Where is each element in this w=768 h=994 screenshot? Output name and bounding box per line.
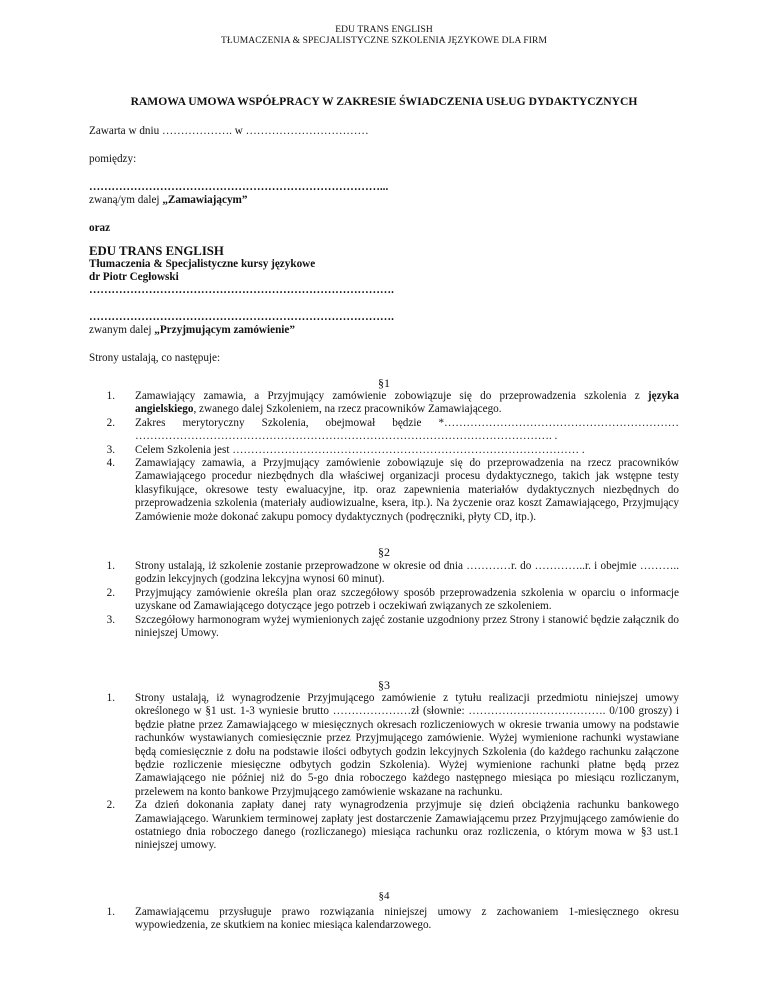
list-item [89, 457, 679, 524]
item-number: 2. [106, 416, 115, 429]
section-3-heading: §3 [378, 678, 390, 692]
list-item [89, 417, 679, 444]
item-number: 1. [106, 560, 115, 572]
list-item [89, 614, 679, 641]
list-item [89, 587, 679, 614]
item-number: 3. [106, 613, 115, 626]
section-2-list [89, 560, 679, 640]
party1-placeholder: ……………………………………………………………………... [89, 181, 389, 193]
list-item [89, 906, 679, 933]
item-number: 2. [106, 586, 115, 599]
company-line3: dr Piotr Cegłowski [89, 271, 179, 283]
item-text: Za dzień dokonania zapłaty danej raty wynagrodzenia przyjmuje się dzień obciążenia rachunku bankowego Zamawiającego. Warunkiem terminowej zapłaty jest dostarczenie Zamawiającemu przez Przyjmującego zamówienie do ostatniego dnia roboczego danego (rozliczanego) miesiąca rachunku oraz rozliczenia, o którym mowa w §3 ust.1 niniejszej umowy. [135, 799, 679, 852]
list-item [89, 444, 679, 457]
letterhead-company: EDU TRANS ENGLISH [335, 25, 433, 35]
called2-name: „Przyjmującym zamówienie” [154, 324, 295, 336]
party2-dots: ………………………………………………………………………. [89, 311, 394, 323]
item-text: Zakres merytoryczny Szkolenia, obejmował będzie *……………………………………………………… …………………………………………………………………………………………………. . [135, 416, 679, 443]
concluded-line: Zawarta w dniu ………………. w …………………………… [89, 125, 369, 137]
item-text: Zamawiający zamawia, a Przyjmujący zamówienie zobowiązuje się do przeprowadzenia szkolenia z [135, 390, 648, 402]
item-number: 4. [106, 457, 115, 470]
item-number: 3. [106, 443, 115, 456]
party2-called [89, 323, 679, 337]
party1-called [89, 193, 679, 207]
item-text: Strony ustalają, iż szkolenie zostanie przeprowadzone w okresie od dnia …………r. do …………..r. i obejmie ……….. godzin lekcyjnych (godzina lekcyjna wynosi 60 minut). [135, 560, 679, 586]
item-number: 1. [106, 692, 115, 704]
section-1-heading: §1 [378, 376, 390, 390]
list-item [89, 560, 679, 587]
and-label: oraz [89, 222, 111, 234]
company-name: EDU TRANS ENGLISH [89, 244, 224, 258]
list-item [89, 390, 679, 417]
item-text: Zamawiający zamawia, a Przyjmujący zamówienie zobowiązuje się do przeprowadzenia na rzecz pracowników Zamawiającego procedur niezbędnych dla właściwej organizacji procesu dydaktycznego, takich jak wstępne testy klasyfikujące, okresowe testy ewaluacyjne, itp. oraz zapewnienia materiałów dydaktycznych niezbędnych do przeprowadzenia szkolenia (materiały audiowizualne, ksera, itp.). Na życzenie oraz koszt Zamawiającego, Przyjmujący Zamówienie może dokonać zakupu pomocy dydaktycznych (podręczniki, płyty CD, itp.). [135, 457, 679, 523]
list-item [89, 799, 679, 853]
section-3-list [89, 692, 679, 853]
item-number: 1. [106, 390, 115, 402]
item-text: Celem Szkolenia jest ………………………………………………………………………………… . [135, 443, 585, 456]
item-text: Strony ustalają, iż wynagrodzenie Przyjmującego zamówienie z tytułu realizacji przedmiotu niniejszej umowy określonego w §1 ust. 1-3 wyniesie brutto …………………zł (słownie: ………………………………. 0/100 groszy) i będzie płatne przez Zamawiającego w miesięcznych okresach rozliczeniowych w okresie trwania umowy na podstawie rachunków wystawianych comiesięcznie przez Przyjmującego zamówienie. Wyżej wymienione rachunki wystawiane będą comiesięcznie z dołu na podstawie ilości odbytych godzin lekcyjnych Szkolenia (do każdego rachunku załączone będzie rozliczenie miesięczne odbytych godzin Szkolenia). Wyżej wymienione rachunki płatne będą przez Zamawiającego nie później niż do 5-go dnia roboczego każdego następnego miesiąca po miesiącu rozliczanym, przelewem na konto bankowe Przyjmującego zamówienie wskazane na rachunku. [135, 692, 679, 798]
item-number: 2. [106, 799, 115, 812]
between-label: pomiędzy: [89, 153, 137, 165]
called2-prefix: zwanym dalej [89, 324, 155, 336]
item-text: Przyjmujący zamówienie określa plan oraz szczegółowy sposób przeprowadzenia szkolenia w oparciu o informacje uzyskane od Zamawiającego dotyczące jego potrzeb i oczekiwań związanych ze szkoleniem. [135, 586, 679, 613]
item-text: Szczegółowy harmonogram wyżej wymienionych zajęć zostanie uzgodniony przez Strony i stanowić będzie załącznik do niniejszej Umowy. [135, 613, 679, 640]
called-prefix: zwaną/ym dalej [89, 194, 163, 206]
section-2-heading: §2 [378, 545, 390, 559]
called-name: „Zamawiającym” [162, 194, 248, 206]
company-line2: Tłumaczenia & Specjalistyczne kursy językowe [89, 258, 316, 270]
item-text: Zamawiającemu przysługuje prawo rozwiązania niniejszej umowy z zachowaniem 1-miesięcznego okresu wypowiedzenia, ze skutkiem na koniec miesiąca kalendarzowego. [135, 906, 679, 932]
section-1-list [89, 390, 679, 524]
parties-agree: Strony ustalają, co następuje: [89, 352, 221, 364]
item-number: 1. [106, 906, 115, 918]
document-title: RAMOWA UMOWA WSPÓŁPRACY W ZAKRESIE ŚWIADCZENIA USŁUG DYDAKTYCZNYCH [130, 95, 638, 108]
list-item [89, 692, 679, 799]
company-dots: ………………………………………………………………………. [89, 284, 394, 296]
item-bold: języka angielskiego [135, 390, 679, 416]
letterhead [0, 25, 768, 47]
section-4-heading: §4 [378, 890, 390, 902]
letterhead-subtitle: TŁUMACZENIA & SPECJALISTYCZNE SZKOLENIA JĘZYKOWE DLA FIRM [220, 36, 548, 46]
section-4-list [89, 906, 679, 933]
item-text: , zwanego dalej Szkoleniem, na rzecz pracowników Zamawiającego. [193, 403, 502, 416]
